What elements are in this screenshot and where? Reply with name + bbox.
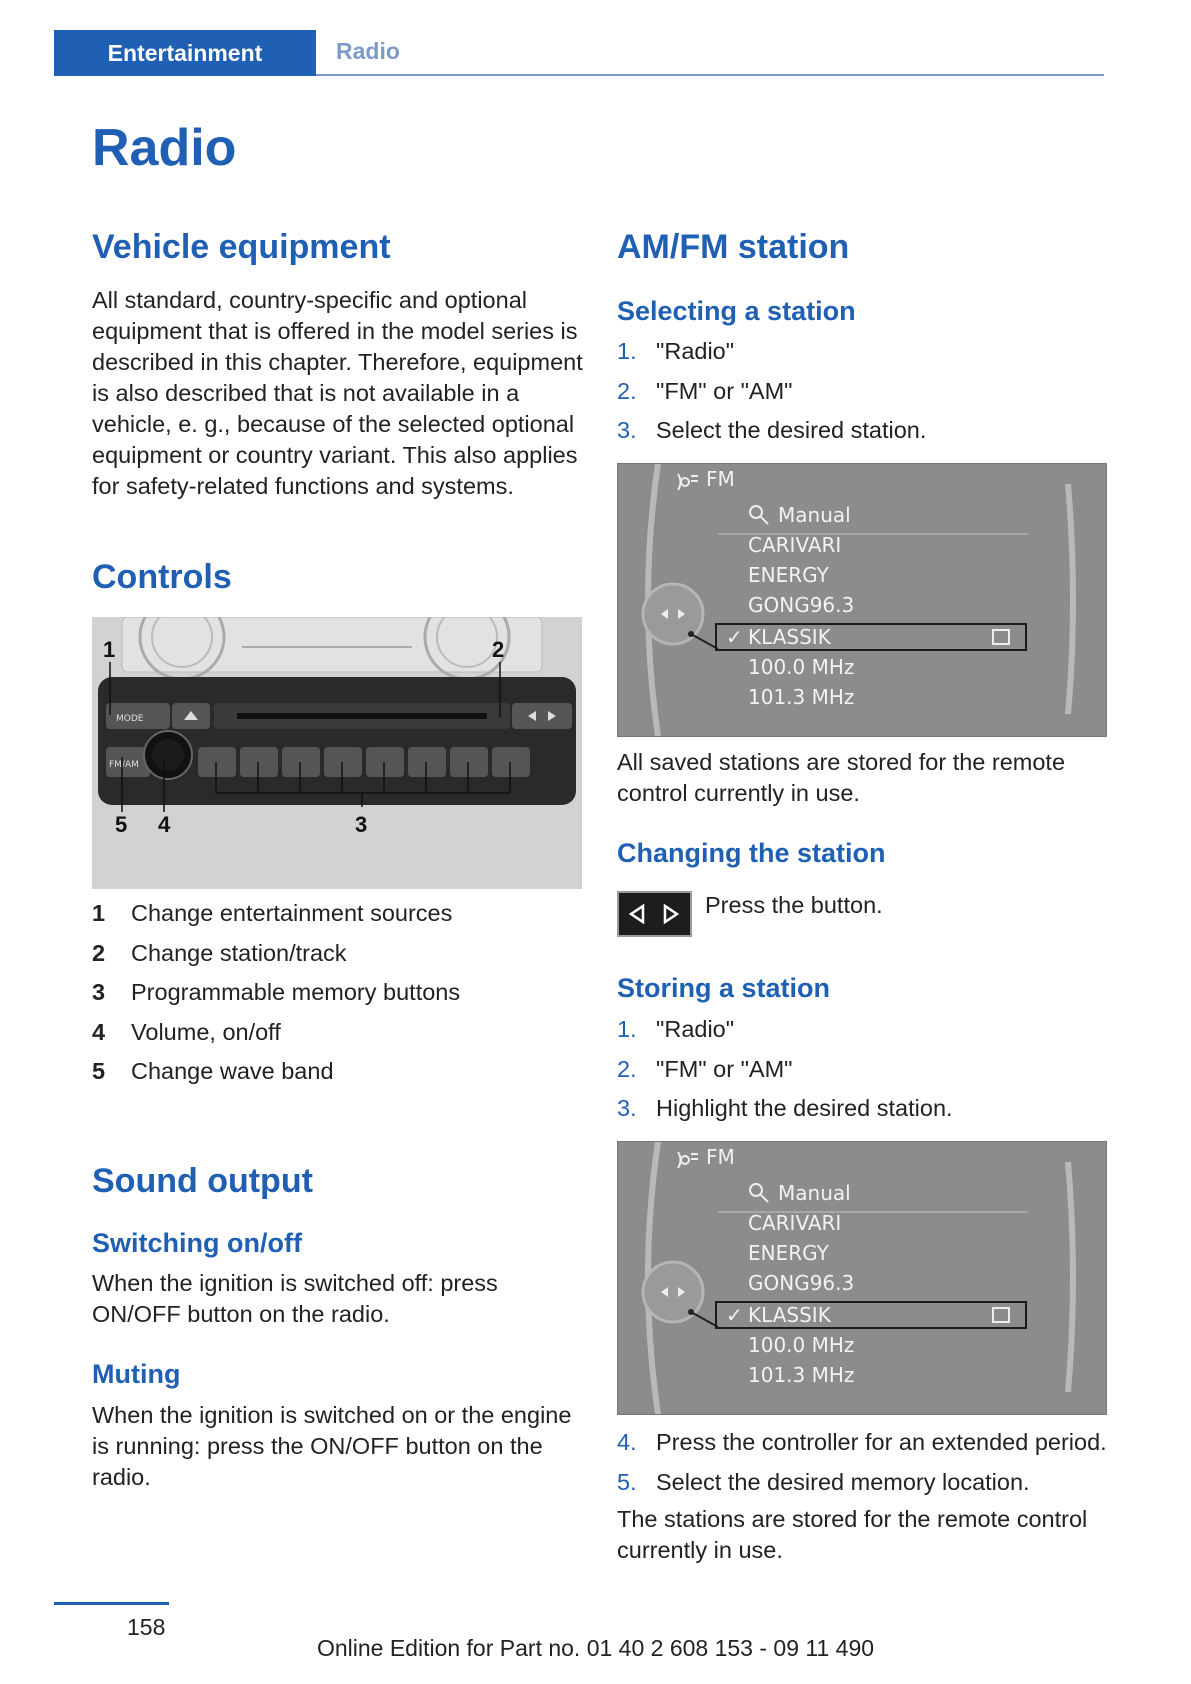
step-number: 4. <box>617 1429 637 1456</box>
sound-output-heading: Sound output <box>92 1162 313 1200</box>
screen-item: Manual <box>778 1181 851 1205</box>
legend-label: Change station/track <box>131 939 347 966</box>
list-item <box>617 1463 1137 1503</box>
header-rule <box>316 74 1104 76</box>
changing-text: Press the button. <box>705 892 883 918</box>
storing-steps <box>617 1010 1107 1129</box>
list-item <box>92 973 590 1013</box>
screen-item: 101.3 MHz <box>748 685 855 709</box>
muting-heading: Muting <box>92 1359 181 1389</box>
controls-callout-2: 2 <box>492 637 505 662</box>
storing-heading: Storing a station <box>617 973 831 1003</box>
step-number: 3. <box>617 1095 637 1122</box>
screen-band-label: FM <box>706 467 735 491</box>
header-section-tab: Entertainment <box>54 30 316 76</box>
step-text: "Radio" <box>656 338 735 365</box>
screen-item: ENERGY <box>748 1241 829 1265</box>
storing-note: The stations are stored for the remote control currently in use. <box>617 1506 1088 1563</box>
screen-item: Manual <box>778 503 851 527</box>
screen-item: GONG96.3 <box>748 1271 855 1295</box>
vehicle-equipment-heading: Vehicle equipment <box>92 228 391 266</box>
muting-text: When the ignition is switched on or the engine is running: press the ON/OFF button on the radio. <box>92 1402 572 1490</box>
step-number: 2. <box>617 377 637 404</box>
controls-callout-5: 5 <box>115 812 128 837</box>
selecting-heading: Selecting a station <box>617 296 856 326</box>
step-text: "FM" or "AM" <box>656 377 793 404</box>
list-item <box>617 332 1107 372</box>
legend-label: Change wave band <box>131 1058 334 1085</box>
list-item <box>617 372 1107 412</box>
legend-label: Volume, on/off <box>131 1018 281 1045</box>
legend-number: 1 <box>92 900 106 927</box>
controls-callout-4: 4 <box>158 812 171 837</box>
check-icon: ✓ <box>726 1303 743 1327</box>
step-number: 2. <box>617 1055 637 1082</box>
fm-station-screen <box>617 463 1107 737</box>
switching-text: When the ignition is switched off: press ON/OFF button on the radio. <box>92 1270 498 1327</box>
list-item <box>92 1052 590 1092</box>
step-number: 1. <box>617 338 637 365</box>
screen-item: 100.0 MHz <box>748 655 855 679</box>
legend-number: 5 <box>92 1058 106 1085</box>
screen-item-selected: KLASSIK <box>748 1303 831 1327</box>
switching-heading: Switching on/off <box>92 1228 302 1258</box>
step-text: Select the desired memory location. <box>656 1468 1030 1495</box>
step-text: Highlight the desired station. <box>656 1095 953 1122</box>
screen-item-selected: KLASSIK <box>748 625 831 649</box>
list-item <box>617 1089 1107 1129</box>
controls-heading: Controls <box>92 558 232 596</box>
check-icon: ✓ <box>726 625 743 649</box>
footer-rule <box>54 1602 169 1605</box>
legend-number: 4 <box>92 1018 106 1045</box>
legend-number: 3 <box>92 979 106 1006</box>
edition-note: Online Edition for Part no. 01 40 2 608 153 - 09 11 490 <box>316 1635 875 1661</box>
step-text: Press the controller for an extended period. <box>656 1429 1107 1456</box>
screen-item: CARIVARI <box>748 1211 842 1235</box>
list-item <box>617 1423 1137 1463</box>
amfm-heading: AM/FM station <box>617 228 850 266</box>
legend-label: Programmable memory buttons <box>131 979 461 1006</box>
screen-item: ENERGY <box>748 563 829 587</box>
screen-item: CARIVARI <box>748 533 842 557</box>
header-subsection: Radio <box>336 38 400 64</box>
step-number: 3. <box>617 417 637 444</box>
step-text: "Radio" <box>656 1016 735 1043</box>
legend-number: 2 <box>92 939 106 966</box>
fmam-button-label: FM/AM <box>109 760 139 770</box>
list-item <box>617 411 1107 451</box>
selecting-steps <box>617 332 1107 451</box>
list-item <box>617 1050 1107 1090</box>
screen-item: GONG96.3 <box>748 593 855 617</box>
fm-store-screen <box>617 1141 1107 1415</box>
radio-controls-image <box>92 617 582 889</box>
page-number: 158 <box>127 1614 166 1640</box>
screen-item: 101.3 MHz <box>748 1363 855 1387</box>
screen-band-label: FM <box>706 1145 735 1169</box>
page-title: Radio <box>92 119 237 177</box>
list-item <box>92 934 590 974</box>
saved-stations-note: All saved stations are stored for the remote control currently in use. <box>617 749 1066 806</box>
controls-callout-1: 1 <box>103 637 116 662</box>
step-number: 5. <box>617 1468 637 1495</box>
list-item <box>617 1010 1107 1050</box>
legend-label: Change entertainment sources <box>131 900 453 927</box>
step-number: 1. <box>617 1016 637 1043</box>
list-item <box>92 894 590 934</box>
controls-callout-3: 3 <box>355 812 368 837</box>
list-item <box>92 1013 590 1053</box>
mode-button-label: MODE <box>116 714 144 724</box>
step-text: "FM" or "AM" <box>656 1055 793 1082</box>
step-text: Select the desired station. <box>656 417 927 444</box>
controls-legend <box>92 894 590 1092</box>
changing-heading: Changing the station <box>617 838 886 868</box>
vehicle-equipment-text: All standard, country-specific and optional equipment that is offered in the model series is described in this chapter. Therefore, equipment is also described that is not available in a vehicle, e. g., because of the selected optional equipment or country variant. This also applies for safety-related functions and systems. <box>92 287 583 499</box>
storing-steps-continued <box>617 1423 1137 1502</box>
seek-button-icon <box>617 891 692 937</box>
screen-item: 100.0 MHz <box>748 1333 855 1357</box>
